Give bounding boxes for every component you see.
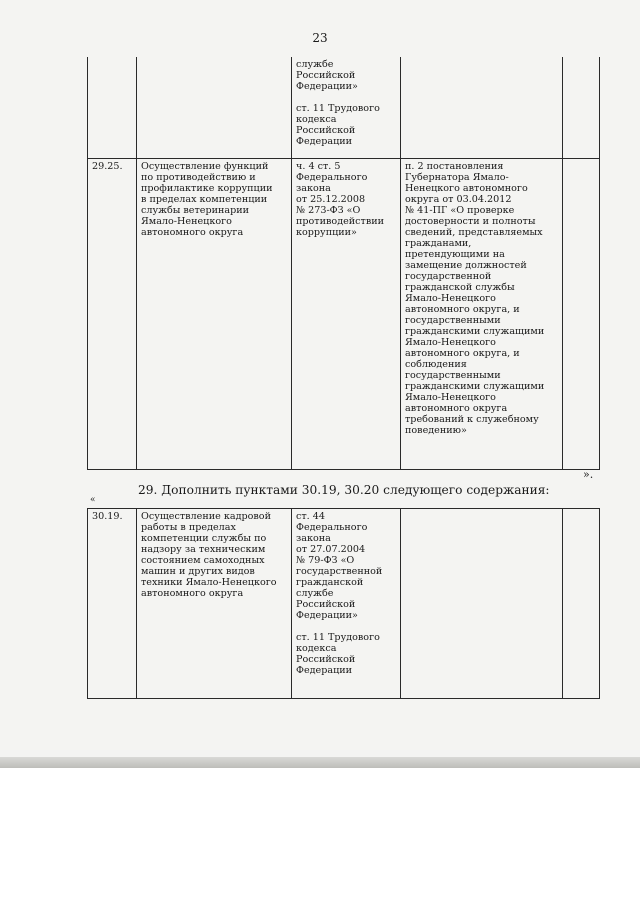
cell-note <box>563 159 600 470</box>
table-row <box>88 509 600 699</box>
cell-num <box>88 57 137 159</box>
table-row <box>88 159 600 470</box>
table-addition <box>87 508 600 699</box>
cell-regional-basis <box>401 509 563 699</box>
cell-function <box>137 57 292 159</box>
opening-quote: « <box>90 495 96 505</box>
cell-legal-basis: ст. 44 Федерального закона от 27.07.2004 № 79-ФЗ «О государственной гражданской службе Российской Федерации» ст. 11 Трудового кодекса Российской Федерации <box>292 509 401 699</box>
cell-regional-basis <box>401 57 563 159</box>
page-number: 23 <box>312 31 328 45</box>
cell-regional-basis: п. 2 постановления Губернатора Ямало- Ненецкого автономного округа от 03.04.2012 № 41-ПГ «О проверке достоверности и полноты сведений, представляемых гражданами, претендующими на замещение должностей государственной гражданской службы Ямало-Ненецкого автономного округа, и государственными гражданскими служащими Ямало-Ненецкого автономного округа, и соблюдения государственными гражданскими служащими Ямало-Ненецкого автономного округа требований к служебному поведению» <box>401 159 563 470</box>
cell-function: Осуществление кадровой работы в пределах компетенции службы по надзору за техническим состоянием самоходных машин и других видов техники Ямало-Ненецкого автономного округа <box>137 509 292 699</box>
cell-note <box>563 509 600 699</box>
cell-function: Осуществление функций по противодействию и профилактике коррупции в пределах компетенции службы ветеринарии Ямало-Ненецкого автономного округа <box>137 159 292 470</box>
cell-num: 29.25. <box>88 159 137 470</box>
closing-quote: ». <box>583 468 594 481</box>
cell-legal-basis: ч. 4 ст. 5 Федерального закона от 25.12.2008 № 273-ФЗ «О противодействии коррупции» <box>292 159 401 470</box>
cell-num: 30.19. <box>88 509 137 699</box>
table-row <box>88 57 600 159</box>
amendment-paragraph: 29. Дополнить пунктами 30.19, 30.20 следующего содержания: <box>138 483 550 497</box>
scan-edge <box>0 757 640 768</box>
table-continuation <box>87 57 600 470</box>
cell-legal-basis: службе Российской Федерации» ст. 11 Трудового кодекса Российской Федерации <box>292 57 401 159</box>
cell-note <box>563 57 600 159</box>
